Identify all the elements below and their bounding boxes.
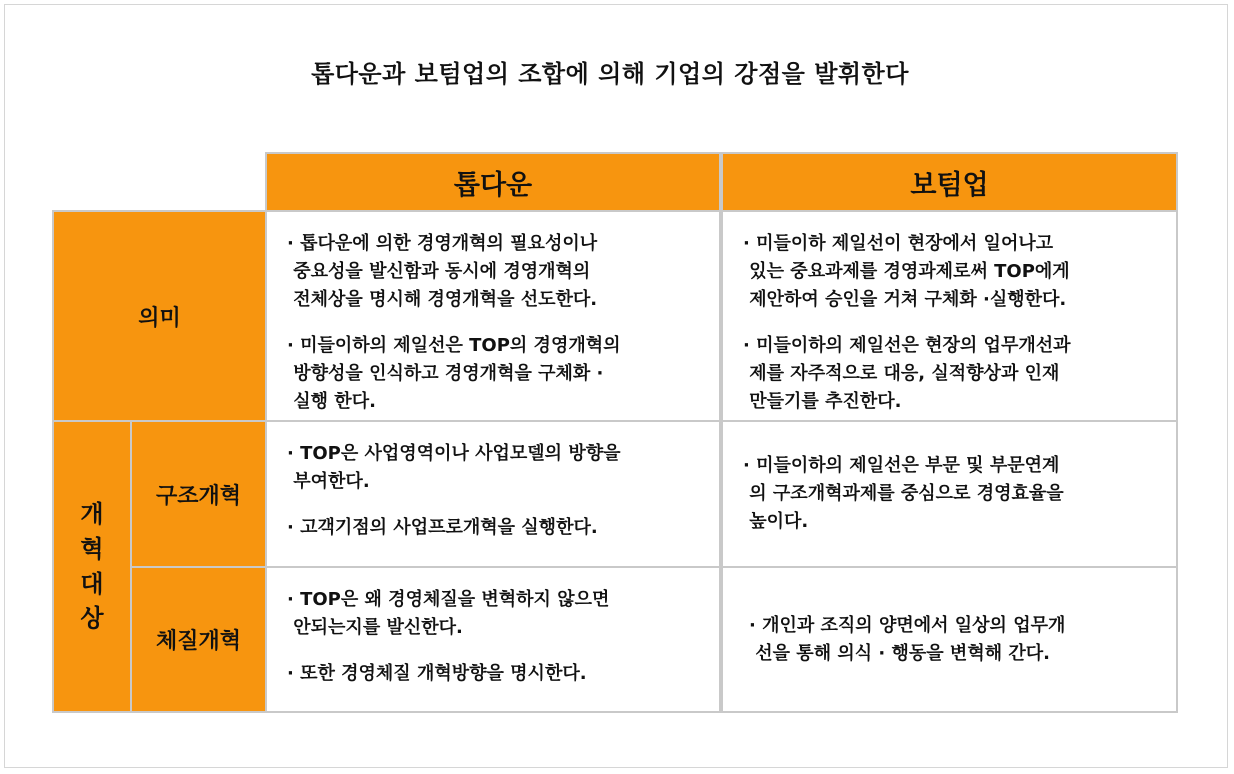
- group-header-char-4: 상: [80, 604, 104, 633]
- page-title: 톱다운과 보텀업의 조합에 의해 기업의 강점을 발휘한다: [311, 60, 909, 88]
- cell-meaning-top-down: [265, 210, 721, 422]
- row-header-culture-reform: [130, 566, 267, 713]
- row-header-structural-reform: [130, 420, 267, 568]
- row-header-meaning-label: 의미: [138, 305, 181, 331]
- cell-structural-bottom-up-para-1: · 미들이하의 제일선은 부문 및 부문연계 의 구조개혁과제를 중심으로 경영효율을 높이다.: [743, 455, 1064, 532]
- group-header-char-3: 대: [80, 569, 104, 598]
- cell-culture-top-down-para-2: · 또한 경영체질 개혁방향을 명시한다.: [287, 663, 587, 684]
- column-header-top-down-label: 톱다운: [453, 169, 533, 201]
- cell-meaning-top-down-para-1: · 톱다운에 의한 경영개혁의 필요성이나 중요성을 발신함과 동시에 경영개혁의 전체상을 명시해 경영개혁을 선도한다.: [287, 233, 598, 310]
- cell-meaning-bottom-up-para-1: · 미들이하 제일선이 현장에서 일어나고 있는 중요과제를 경영과제로써 TOP에게 제안하여 승인을 거쳐 구체화 ·실행한다.: [743, 233, 1070, 310]
- cell-meaning-bottom-up-para-2: · 미들이하의 제일선은 현장의 업무개선과 제를 자주적으로 대응, 실적향상과 인재 만들기를 추진한다.: [743, 335, 1071, 412]
- cell-structural-top-down-para-1: · TOP은 사업영역이나 사업모델의 방향을 부여한다.: [287, 443, 621, 492]
- column-header-top-down: [265, 152, 721, 212]
- cell-culture-top-down: [265, 566, 721, 713]
- group-header-char-2: 혁: [80, 534, 104, 563]
- cell-meaning-bottom-up: [721, 210, 1178, 422]
- cell-culture-bottom-up: [721, 566, 1178, 713]
- cell-culture-bottom-up-para-1: · 개인과 조직의 양면에서 일상의 업무개 선을 통해 의식 · 행동을 변혁해 간다.: [749, 615, 1066, 664]
- group-header-reform-target: [52, 420, 132, 713]
- row-header-structural-reform-label: 구조개혁: [155, 483, 241, 509]
- cell-meaning-top-down-para-2: · 미들이하의 제일선은 TOP의 경영개혁의 방향성을 인식하고 경영개혁을 구체화 · 실행 한다.: [287, 335, 621, 412]
- group-header-char-1: 개: [80, 499, 104, 528]
- row-header-culture-reform-label: 체질개혁: [155, 629, 241, 654]
- cell-structural-top-down-para-2: · 고객기점의 사업프로개혁을 실행한다.: [287, 517, 598, 538]
- row-header-meaning: [52, 210, 267, 422]
- column-header-bottom-up-label: 보텀업: [910, 169, 989, 201]
- cell-structural-top-down: [265, 420, 721, 568]
- cell-culture-top-down-para-1: · TOP은 왜 경영체질을 변혁하지 않으면 안되는지를 발신한다.: [287, 589, 610, 638]
- cell-structural-bottom-up: [721, 420, 1178, 568]
- column-header-bottom-up: [721, 152, 1178, 212]
